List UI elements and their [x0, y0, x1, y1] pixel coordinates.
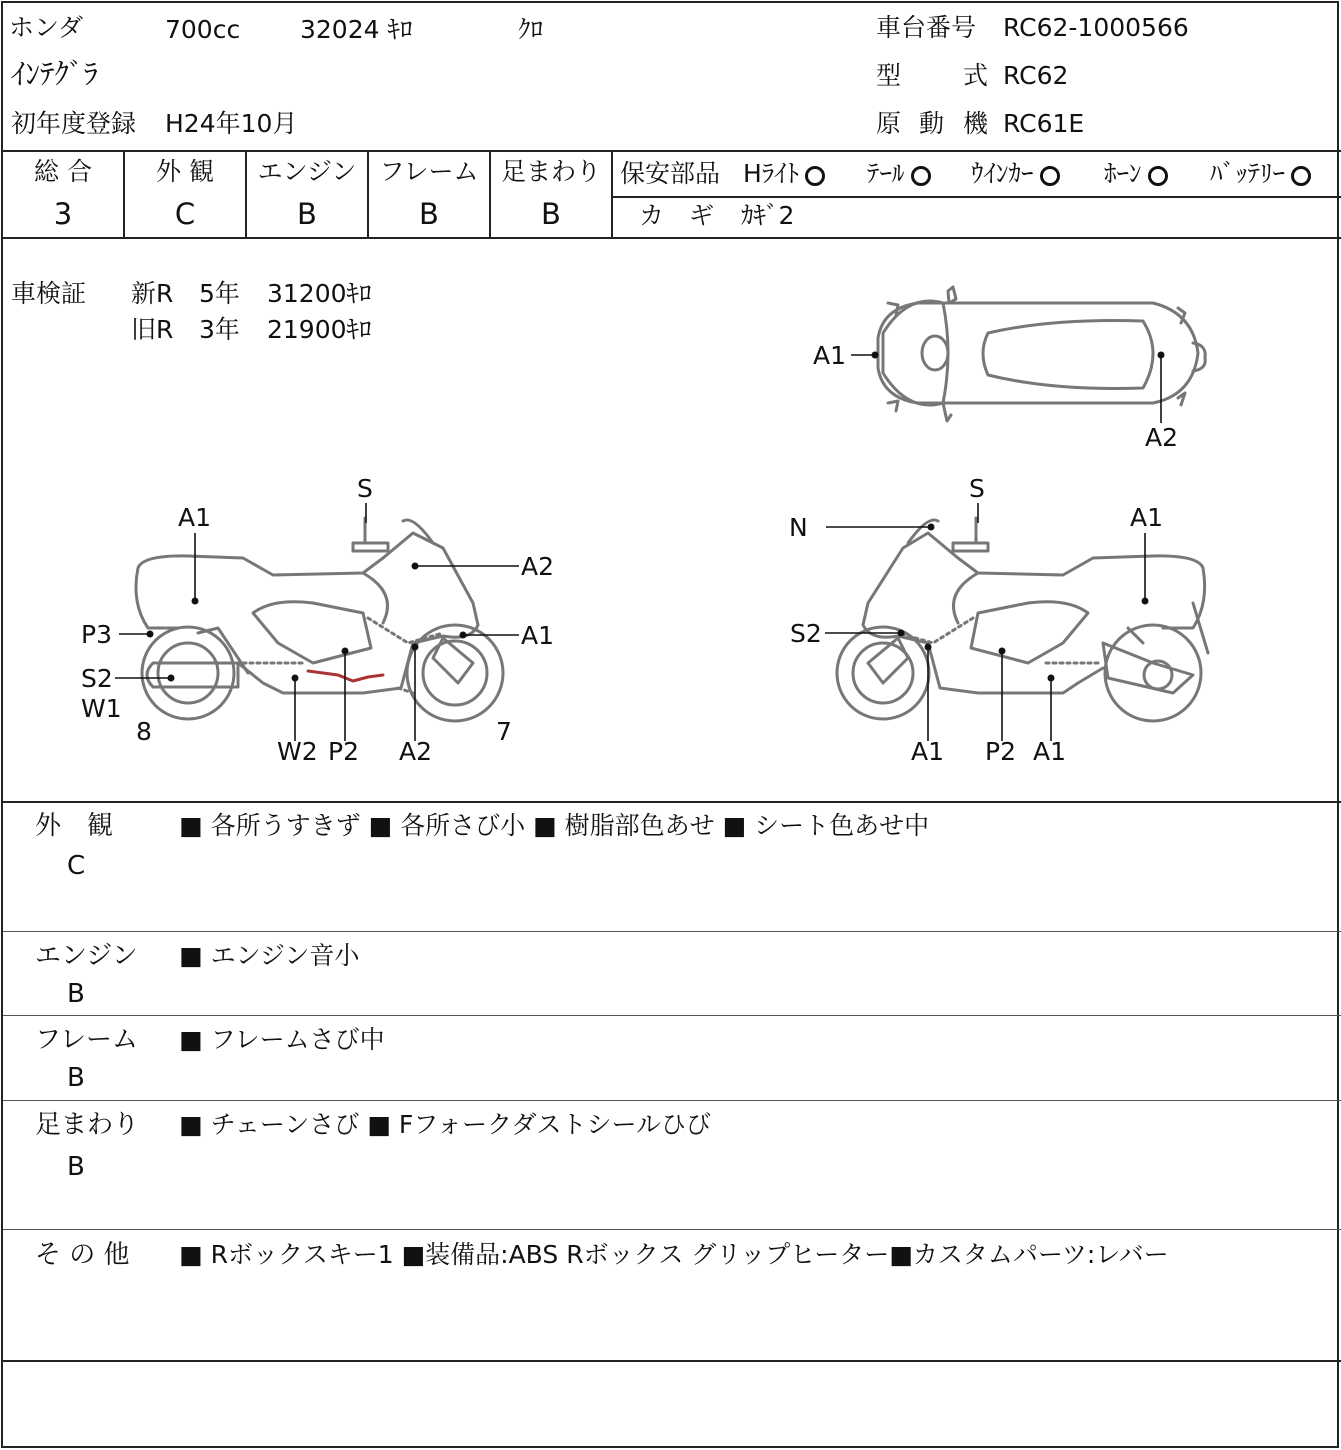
ok-circle-icon — [1040, 166, 1060, 186]
inspection-old-r: 旧R — [131, 315, 174, 344]
divider — [3, 1229, 1341, 1230]
label-left-7: 7 — [496, 717, 512, 746]
ok-circle-icon — [1291, 166, 1311, 186]
damage-points — [147, 352, 1165, 682]
divider — [3, 801, 1341, 803]
mileage: 32024 ｷﾛ — [300, 15, 413, 44]
divider — [611, 196, 1341, 198]
inspection-new-km: 31200ｷﾛ — [267, 279, 372, 308]
model-code-label-2: 式 — [963, 61, 989, 90]
model-name: ｲﾝﾃｸﾞﾗ — [11, 57, 99, 91]
safety-horn — [1104, 159, 1168, 189]
inspection-label: 車検証 — [11, 279, 87, 308]
note-text: ■ チェーンさび ■ Fフォークダストシールひび — [179, 1110, 711, 1139]
color: ｸﾛ — [518, 15, 544, 44]
first-registration-label: 初年度登録 — [11, 109, 137, 138]
label-left-s: S — [357, 474, 373, 503]
inspection-old-km: 21900ｷﾛ — [267, 315, 372, 344]
maker: ホンダ — [9, 13, 84, 42]
note-grade: B — [67, 1063, 85, 1093]
note-label: フレーム — [35, 1025, 138, 1055]
grade-label-frame: フレーム — [379, 157, 479, 186]
note-text: ■ Rボックスキー1 ■装備品:ABS Rボックス グリップヒーター■カスタムパーツ:レバー — [179, 1240, 1169, 1269]
safety-headlight — [743, 159, 825, 189]
note-text: ■ フレームさび中 — [179, 1025, 385, 1054]
model-code-label-1: 型 — [876, 61, 902, 90]
inspection-new-r: 新R — [131, 279, 174, 308]
grade-value-suspension: B — [541, 197, 561, 231]
label-right-n: N — [789, 513, 808, 542]
label-top-a1: A1 — [813, 341, 847, 370]
safety-item-label: ﾃｰﾙ — [867, 159, 905, 188]
displacement: 700cc — [165, 15, 241, 44]
left-view-bike — [136, 518, 503, 721]
note-text: ■ エンジン音小 — [179, 941, 360, 970]
label-left-w2: W2 — [277, 737, 318, 766]
label-left-a1b: A1 — [521, 621, 555, 650]
grade-value-exterior: C — [174, 197, 196, 231]
inspection-sheet — [1, 1, 1339, 1448]
label-left-w1: W1 — [81, 694, 122, 723]
safety-item-label: Hﾗｲﾄ — [743, 159, 800, 188]
divider — [611, 150, 613, 237]
frame-no-label: 車台番号 — [876, 13, 977, 42]
inspection-new-years: 5年 — [199, 279, 240, 308]
key-label: カ ギ — [639, 201, 715, 230]
safety-battery — [1210, 159, 1311, 189]
safety-item-label: ﾊﾞｯﾃﾘｰ — [1210, 159, 1286, 188]
divider — [3, 931, 1341, 932]
note-label: 足まわり — [35, 1110, 140, 1140]
label-left-s2: S2 — [81, 664, 113, 693]
label-right-a1c: A1 — [1033, 737, 1067, 766]
label-right-p2: P2 — [985, 737, 1016, 766]
engine-label-1: 原 — [876, 109, 902, 138]
label-left-8: 8 — [136, 717, 152, 746]
safety-winker — [971, 159, 1060, 189]
grade-value-engine: B — [297, 197, 317, 231]
label-left-a2b: A2 — [399, 737, 433, 766]
divider — [3, 150, 1341, 152]
label-right-s2: S2 — [790, 619, 822, 648]
note-grade: B — [67, 1152, 85, 1182]
frame-no-value: RC62-1000566 — [1003, 13, 1189, 42]
note-text: ■ 各所うすきず ■ 各所さび小 ■ 樹脂部色あせ ■ シート色あせ中 — [179, 811, 930, 840]
key-value: ｶｷﾞ2 — [741, 201, 795, 230]
grade-value-overall: 3 — [53, 197, 73, 231]
label-right-s: S — [969, 474, 985, 503]
safety-item-label: ｳｲﾝｶｰ — [971, 159, 1034, 188]
inspection-old-years: 3年 — [199, 315, 240, 344]
top-view-bike — [878, 287, 1205, 421]
safety-taillight — [867, 159, 931, 189]
label-right-a1: A1 — [1130, 503, 1164, 532]
right-view-bike — [837, 518, 1208, 721]
engine-label-2: 動 — [919, 109, 945, 138]
grade-value-frame: B — [419, 197, 439, 231]
divider — [3, 1100, 1341, 1101]
ok-circle-icon — [911, 166, 931, 186]
grade-label-suspension: 足まわり — [500, 157, 601, 186]
note-grade: B — [67, 979, 85, 1009]
note-label: 外 観 — [35, 811, 114, 841]
damage-diagram — [3, 239, 1339, 801]
grade-label-exterior: 外 観 — [156, 157, 214, 186]
divider — [3, 1015, 1341, 1016]
ok-circle-icon — [1148, 166, 1168, 186]
label-left-a1: A1 — [178, 503, 212, 532]
grade-label-overall: 総 合 — [34, 157, 92, 186]
label-left-p3: P3 — [81, 620, 112, 649]
engine-value: RC61E — [1003, 109, 1085, 138]
note-grade: C — [67, 851, 86, 881]
label-left-p2: P2 — [328, 737, 359, 766]
note-label: エンジン — [35, 941, 138, 971]
safety-item-label: ﾎｰﾝ — [1104, 159, 1142, 188]
divider — [3, 1360, 1341, 1362]
first-registration-value: H24年10月 — [165, 109, 298, 138]
label-right-a1b: A1 — [911, 737, 945, 766]
grade-label-engine: エンジン — [257, 157, 357, 186]
safety-label: 保安部品 — [620, 159, 721, 188]
label-left-a2: A2 — [521, 552, 555, 581]
engine-label-3: 機 — [963, 109, 989, 138]
ok-circle-icon — [805, 166, 825, 186]
note-label: そ の 他 — [35, 1240, 130, 1270]
label-top-a2: A2 — [1145, 423, 1179, 452]
model-code-value: RC62 — [1003, 61, 1069, 90]
